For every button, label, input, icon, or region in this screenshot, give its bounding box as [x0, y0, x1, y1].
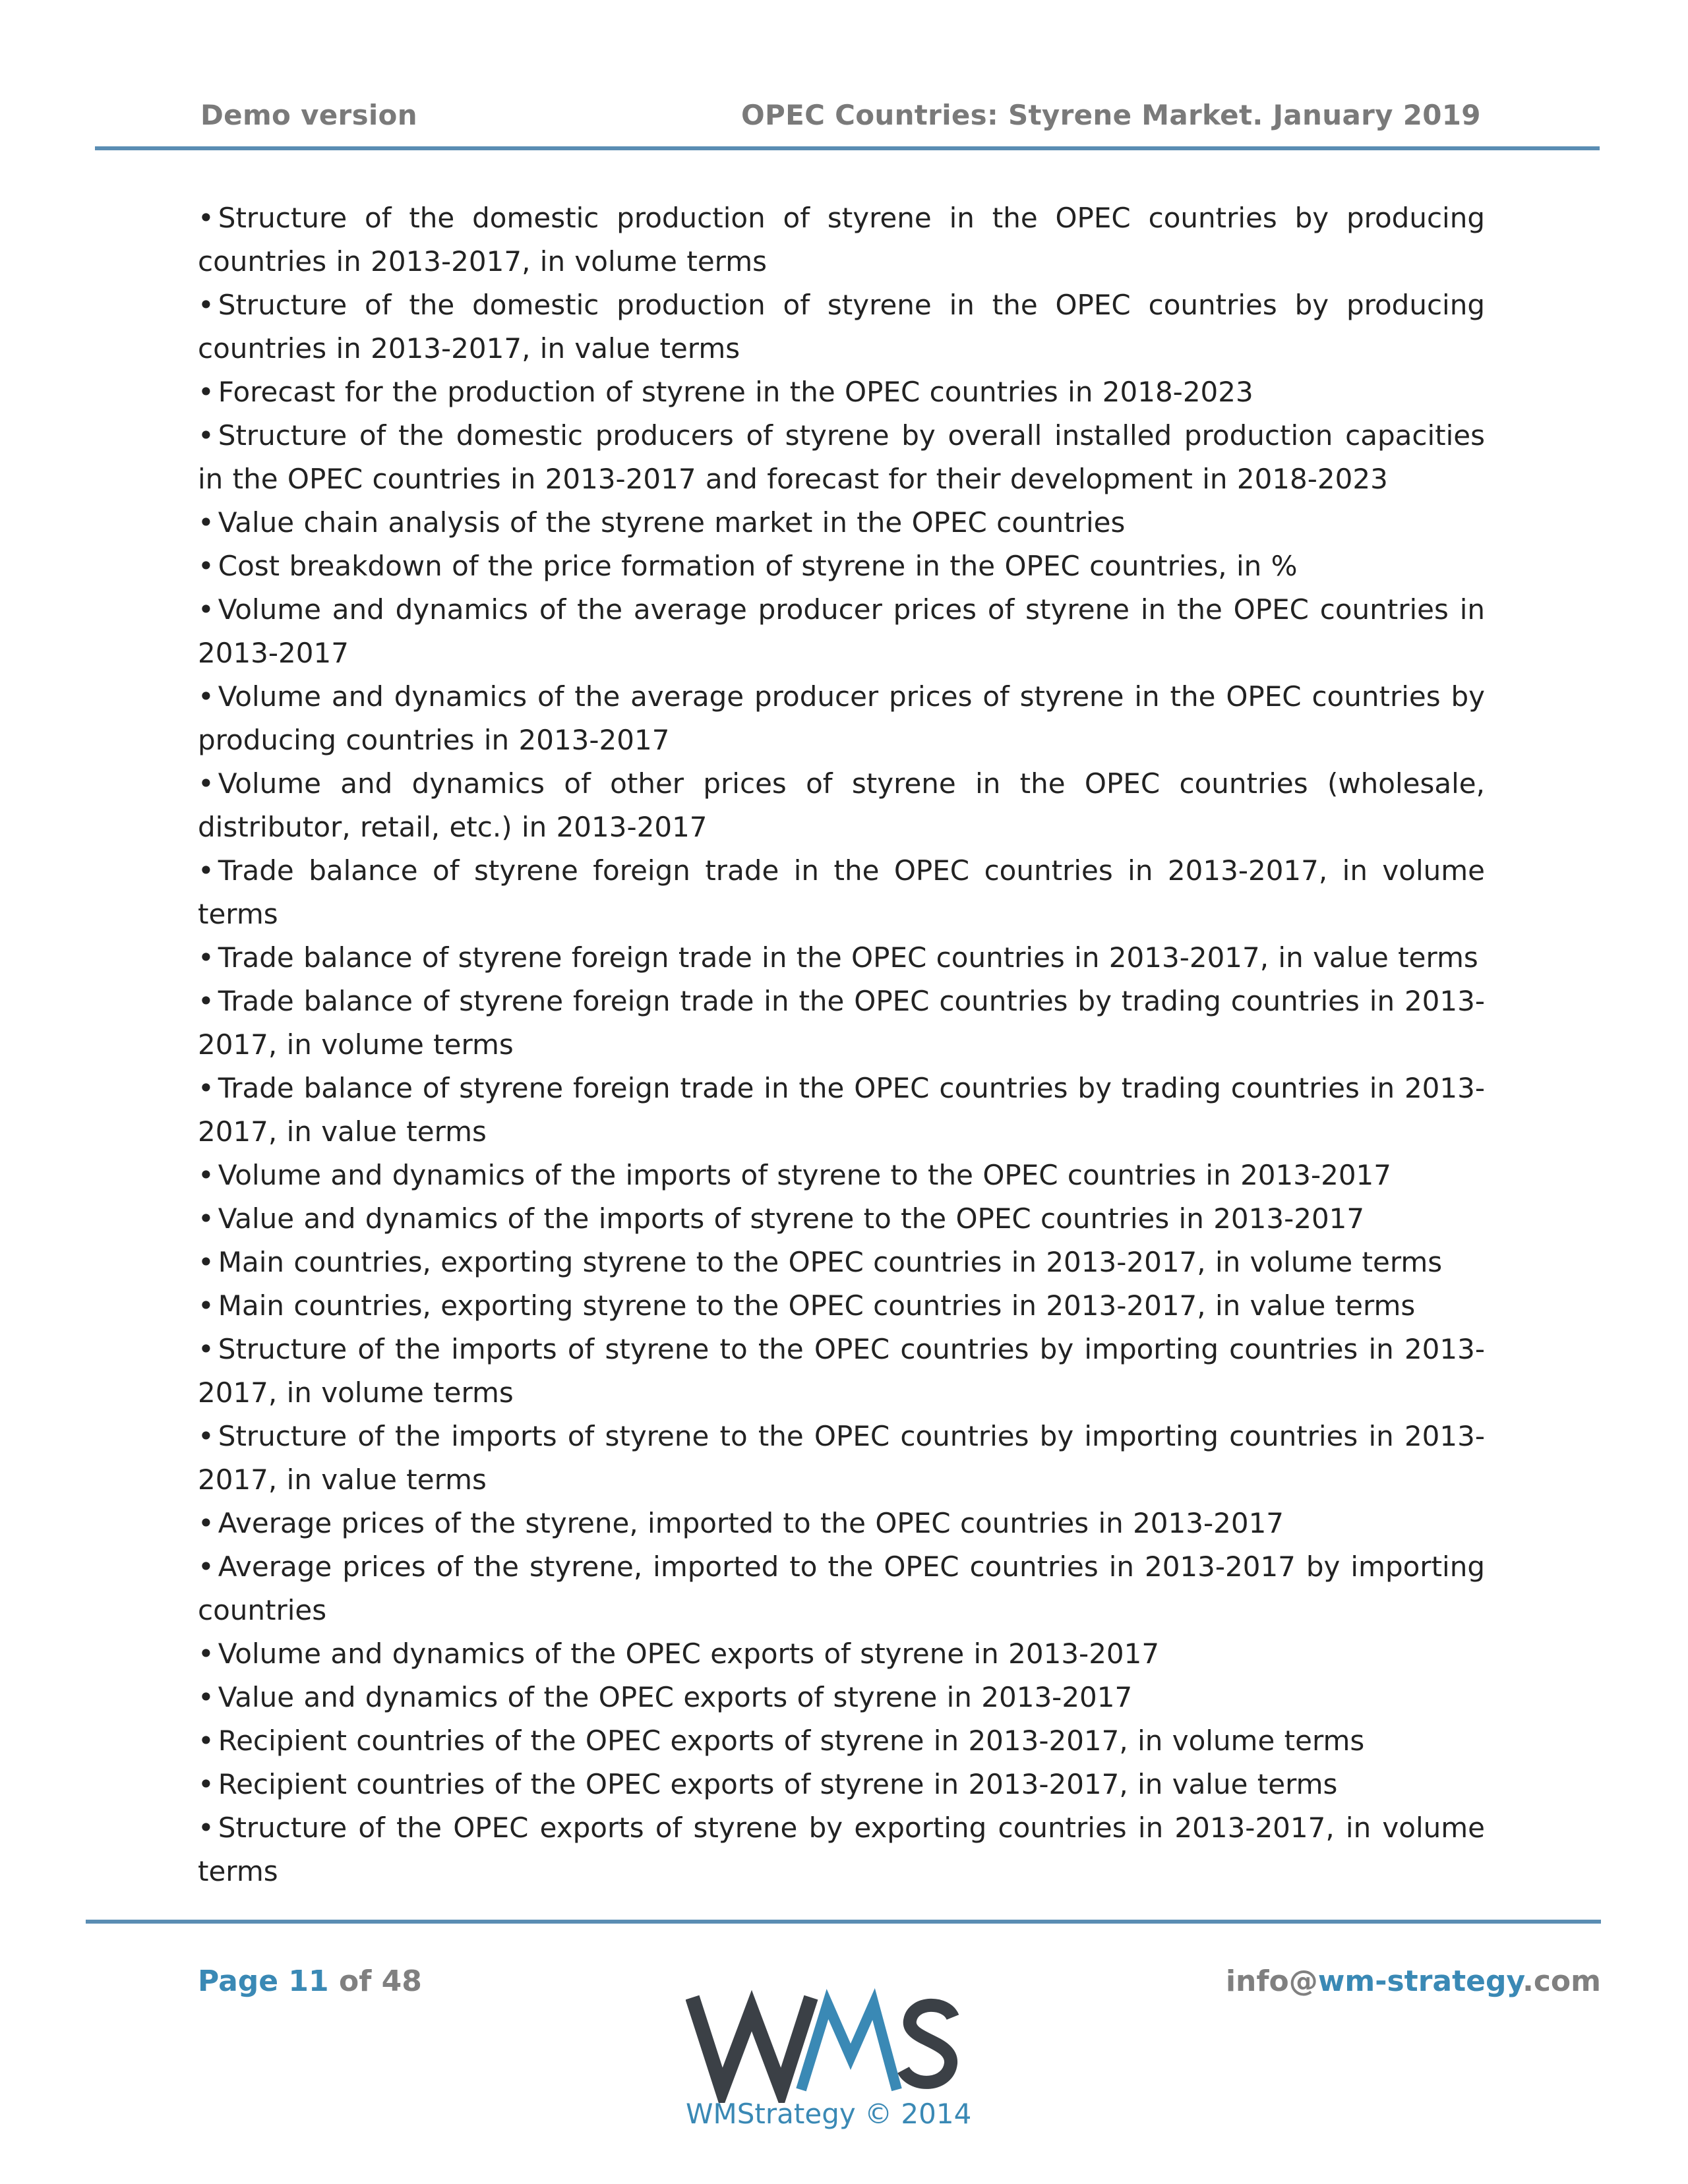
bullet-icon: •	[198, 1725, 214, 1757]
list-item	[198, 936, 1485, 980]
list-item	[198, 1197, 1485, 1241]
page-of: of	[328, 1964, 382, 1998]
bullet-icon: •	[198, 593, 214, 626]
list-item-text: Structure of the domestic producers of styrene by overall installed production capacities in the OPEC countries in 2013-2017 and forecast for their development in 2018-2023	[198, 419, 1485, 495]
list-item	[198, 1154, 1485, 1197]
bullet-icon: •	[198, 202, 214, 234]
bullet-icon: •	[198, 1681, 214, 1713]
bullet-icon: •	[198, 1420, 214, 1452]
page-number	[198, 1964, 422, 1998]
list-item-text: Main countries, exporting styrene to the OPEC countries in 2013-2017, in value terms	[218, 1289, 1416, 1322]
list-item-text: Main countries, exporting styrene to the OPEC countries in 2013-2017, in volume terms	[218, 1246, 1443, 1278]
list-item	[198, 1328, 1485, 1415]
list-item-text: Cost breakdown of the price formation of styrene in the OPEC countries, in %	[218, 550, 1298, 582]
header-demo-label: Demo version	[200, 99, 417, 131]
list-item-text: Volume and dynamics of the imports of styrene to the OPEC countries in 2013-2017	[218, 1159, 1391, 1191]
header-report-title: OPEC Countries: Styrene Market. January 2019	[741, 99, 1481, 131]
page-footer	[0, 1912, 1688, 2184]
list-item	[198, 283, 1485, 370]
bullet-icon: •	[198, 1638, 214, 1670]
list-item	[198, 1676, 1485, 1719]
list-item-text: Structure of the OPEC exports of styrene by exporting countries in 2013-2017, in volume terms	[198, 1812, 1485, 1887]
list-item	[198, 1806, 1485, 1893]
list-item	[198, 1719, 1485, 1763]
list-item	[198, 545, 1485, 588]
page-header	[95, 0, 1600, 156]
page-total: 48	[381, 1964, 422, 1998]
list-item-text: Recipient countries of the OPEC exports of styrene in 2013-2017, in value terms	[218, 1768, 1338, 1800]
list-item-text: Structure of the imports of styrene to the OPEC countries by importing countries in 2013-2017, in volume terms	[198, 1333, 1485, 1409]
wms-logo	[686, 1978, 963, 2103]
bullet-icon: •	[198, 1159, 214, 1191]
bullet-icon: •	[198, 1550, 214, 1583]
bullet-icon: •	[198, 506, 214, 539]
content-body	[198, 196, 1485, 1893]
bullet-icon: •	[198, 1812, 214, 1844]
bullet-icon: •	[198, 1507, 214, 1539]
list-item-text: Structure of the imports of styrene to the OPEC countries by importing countries in 2013-2017, in value terms	[198, 1420, 1485, 1496]
list-item	[198, 588, 1485, 675]
list-item-text: Trade balance of styrene foreign trade in the OPEC countries by trading countries in 2013-2017, in value terms	[198, 1072, 1485, 1148]
list-item-text: Trade balance of styrene foreign trade in the OPEC countries in 2013-2017, in value terms	[218, 941, 1478, 974]
bullet-icon: •	[198, 289, 214, 321]
list-item	[198, 1502, 1485, 1545]
list-item-text: Volume and dynamics of the OPEC exports of styrene in 2013-2017	[218, 1638, 1160, 1670]
list-item	[198, 414, 1485, 501]
bullet-icon: •	[198, 550, 214, 582]
bullet-icon: •	[198, 419, 214, 452]
bullet-icon: •	[198, 1202, 214, 1235]
list-item-text: Average prices of the styrene, imported to the OPEC countries in 2013-2017	[218, 1507, 1284, 1539]
list-item	[198, 501, 1485, 545]
header-divider	[95, 146, 1600, 150]
list-item	[198, 675, 1485, 762]
list-item	[198, 1763, 1485, 1806]
list-item-text: Forecast for the production of styrene in the OPEC countries in 2018-2023	[218, 376, 1253, 408]
bullet-icon: •	[198, 941, 214, 974]
bullet-icon: •	[198, 1072, 214, 1104]
bullet-icon: •	[198, 985, 214, 1017]
list-item-text: Value and dynamics of the imports of styrene to the OPEC countries in 2013-2017	[218, 1202, 1365, 1235]
email-tld: .com	[1522, 1964, 1601, 1998]
bullet-icon: •	[198, 680, 214, 713]
list-item-text: Volume and dynamics of the average producer prices of styrene in the OPEC countries by producing countries in 2013-2017	[198, 680, 1485, 756]
list-item	[198, 1415, 1485, 1502]
list-item-text: Average prices of the styrene, imported to the OPEC countries in 2013-2017 by importing countries	[198, 1550, 1485, 1626]
bullet-list	[198, 196, 1485, 1893]
list-item	[198, 1241, 1485, 1284]
list-item	[198, 980, 1485, 1067]
list-item-text: Structure of the domestic production of styrene in the OPEC countries by producing countries in 2013-2017, in volume terms	[198, 202, 1485, 278]
list-item-text: Structure of the domestic production of styrene in the OPEC countries by producing countries in 2013-2017, in value terms	[198, 289, 1485, 365]
bullet-icon: •	[198, 767, 214, 800]
footer-divider	[86, 1920, 1601, 1924]
list-item-text: Value and dynamics of the OPEC exports of styrene in 2013-2017	[218, 1681, 1133, 1713]
contact-email[interactable]	[1226, 1964, 1601, 1998]
page-prefix: Page	[198, 1964, 289, 1998]
bullet-icon: •	[198, 1289, 214, 1322]
list-item	[198, 1632, 1485, 1676]
list-item	[198, 762, 1485, 849]
bullet-icon: •	[198, 1246, 214, 1278]
list-item	[198, 849, 1485, 936]
list-item-text: Volume and dynamics of other prices of styrene in the OPEC countries (wholesale, distributor, retail, etc.) in 2013-2017	[198, 767, 1485, 843]
list-item-text: Volume and dynamics of the average producer prices of styrene in the OPEC countries in 2013-2017	[198, 593, 1485, 669]
list-item-text: Value chain analysis of the styrene market in the OPEC countries	[218, 506, 1126, 539]
list-item-text: Recipient countries of the OPEC exports of styrene in 2013-2017, in volume terms	[218, 1725, 1365, 1757]
bullet-icon: •	[198, 1333, 214, 1365]
list-item	[198, 1284, 1485, 1328]
list-item-text: Trade balance of styrene foreign trade in the OPEC countries in 2013-2017, in volume terms	[198, 854, 1485, 930]
bullet-icon: •	[198, 854, 214, 887]
bullet-icon: •	[198, 376, 214, 408]
list-item	[198, 196, 1485, 283]
list-item	[198, 370, 1485, 414]
list-item-text: Trade balance of styrene foreign trade in the OPEC countries by trading countries in 2013-2017, in volume terms	[198, 985, 1485, 1061]
page-current: 11	[288, 1964, 329, 1998]
bullet-icon: •	[198, 1768, 214, 1800]
list-item	[198, 1067, 1485, 1154]
list-item	[198, 1545, 1485, 1632]
email-domain: wm-strategy	[1317, 1964, 1523, 1998]
logo-caption: WMStrategy © 2014	[686, 2098, 972, 2130]
email-user: info@	[1225, 1964, 1318, 1998]
